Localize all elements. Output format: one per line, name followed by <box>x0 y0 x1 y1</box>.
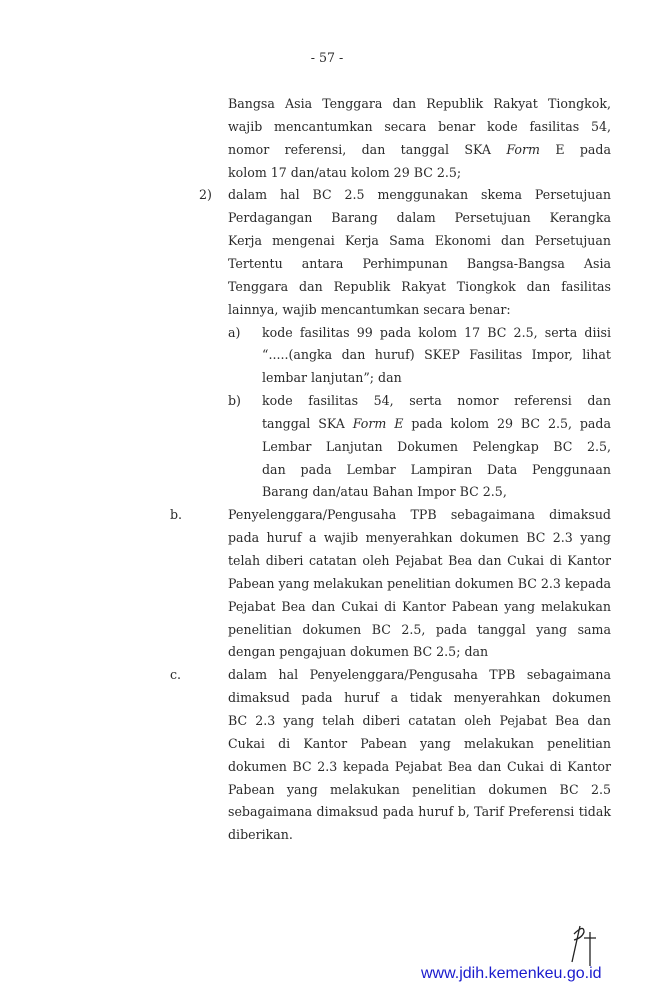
text-line <box>228 530 611 546</box>
text-line-content: diberikan. <box>228 827 293 843</box>
text-line-content: Tenggara dan Republik Rakyat Tiongkok dan fasilitas <box>228 278 611 294</box>
text-line-content: dalam hal BC 2.5 menggunakan skema Persetujuan <box>228 187 611 203</box>
text-line-content: dokumen BC 2.3 kepada Pejabat Bea dan Cukai di Kantor <box>228 758 611 774</box>
text-line-content: dengan pengajuan dokumen BC 2.5; dan <box>228 644 489 660</box>
text-line <box>228 187 611 203</box>
text-line <box>228 599 611 615</box>
text-line <box>228 119 611 135</box>
text-line <box>228 644 488 660</box>
page-number: - 57 - <box>310 50 344 65</box>
text-line-content: kode fasilitas 54, serta nomor referensi dan <box>262 393 611 409</box>
text-line <box>262 370 402 386</box>
text-line-content: Bangsa Asia Tenggara dan Republik Rakyat Tiongkok, <box>228 96 611 111</box>
text-line-content: Pabean yang melakukan penelitian dokumen BC 2.5 <box>228 781 611 797</box>
text-line-content: tanggal SKA Form E pada kolom 29 BC 2.5, pada <box>262 415 612 431</box>
text-line <box>262 416 611 432</box>
text-line <box>228 142 611 158</box>
list-marker: c. <box>170 667 182 683</box>
text-line <box>228 507 611 523</box>
text-line <box>262 439 611 455</box>
text-line <box>228 210 611 226</box>
text-line <box>228 233 611 249</box>
text-line-content: telah diberi catatan oleh Pejabat Bea dan Cukai di Kantor <box>228 553 611 568</box>
text-line <box>228 667 611 683</box>
text-line-content: kolom 17 dan/atau kolom 29 BC 2.5; <box>228 164 462 180</box>
text-line-content: Kerja mengenai Kerja Sama Ekonomi dan Persetujuan <box>228 233 611 249</box>
text-line <box>228 302 511 318</box>
text-line <box>228 736 611 752</box>
footer-url: www.jdih.kemenkeu.go.id <box>421 965 602 982</box>
text-line-content: pada huruf a wajib menyerahkan dokumen BC 2.3 yang <box>228 530 611 546</box>
text-line <box>228 804 611 820</box>
text-line-content: dimaksud pada huruf a tidak menyerahkan dokumen <box>228 690 611 706</box>
text-line <box>228 553 611 569</box>
text-line <box>228 690 611 706</box>
text-line <box>228 782 611 798</box>
list-marker: 2) <box>199 187 212 203</box>
text-line <box>228 576 611 592</box>
text-line-content: sebagaimana dimaksud pada huruf b, Tarif Preferensi tidak <box>228 804 611 820</box>
text-line-content: Tertentu antara Perhimpunan Bangsa-Bangsa Asia <box>228 255 611 271</box>
text-line-content: Barang dan/atau Bahan Impor BC 2.5, <box>262 484 507 500</box>
handwritten-initials <box>560 918 620 968</box>
text-line-content: “.....(angka dan huruf) SKEP Fasilitas Impor, lihat <box>262 347 611 363</box>
text-line <box>228 279 611 295</box>
text-line-content: Pejabat Bea dan Cukai di Kantor Pabean yang melakukan <box>228 598 611 614</box>
list-marker: a) <box>228 324 241 340</box>
text-line-content: penelitian dokumen BC 2.5, pada tanggal yang sama <box>228 621 611 637</box>
text-line-content: BC 2.3 yang telah diberi catatan oleh Pejabat Bea dan <box>228 712 611 728</box>
text-line <box>228 256 611 272</box>
text-line-content: Pabean yang melakukan penelitian dokumen BC 2.3 kepada <box>228 575 611 591</box>
text-line-content: wajib mencantumkan secara benar kode fasilitas 54, <box>228 118 611 134</box>
text-line <box>228 713 611 729</box>
text-line <box>228 165 461 181</box>
text-line-content: dan pada Lembar Lampiran Data Penggunaan <box>262 461 611 477</box>
text-line-content: lainnya, wajib mencantumkan secara benar: <box>228 301 511 317</box>
text-line-content: nomor referensi, dan tanggal SKA Form E pada <box>228 141 612 157</box>
text-line <box>228 96 611 112</box>
text-line-content: Penyelenggara/Pengusaha TPB sebagaimana dimaksud <box>228 507 611 523</box>
text-line-content: lembar lanjutan”; dan <box>262 370 402 386</box>
text-line <box>262 462 611 478</box>
text-line <box>262 393 611 409</box>
list-marker: b. <box>170 507 183 523</box>
text-line <box>262 347 611 363</box>
text-line-content: Cukai di Kantor Pabean yang melakukan penelitian <box>228 735 611 751</box>
text-line <box>228 759 611 775</box>
text-line-content: kode fasilitas 99 pada kolom 17 BC 2.5, serta diisi <box>262 324 611 340</box>
text-line <box>262 325 611 341</box>
text-line <box>228 827 293 843</box>
text-line-content: Lembar Lanjutan Dokumen Pelengkap BC 2.5, <box>262 438 611 454</box>
text-line-content: Perdagangan Barang dalam Persetujuan Kerangka <box>228 210 611 226</box>
text-line <box>262 484 507 500</box>
text-line-content: dalam hal Penyelenggara/Pengusaha TPB sebagaimana <box>228 667 611 683</box>
list-marker: b) <box>228 393 241 409</box>
text-line <box>228 622 611 638</box>
